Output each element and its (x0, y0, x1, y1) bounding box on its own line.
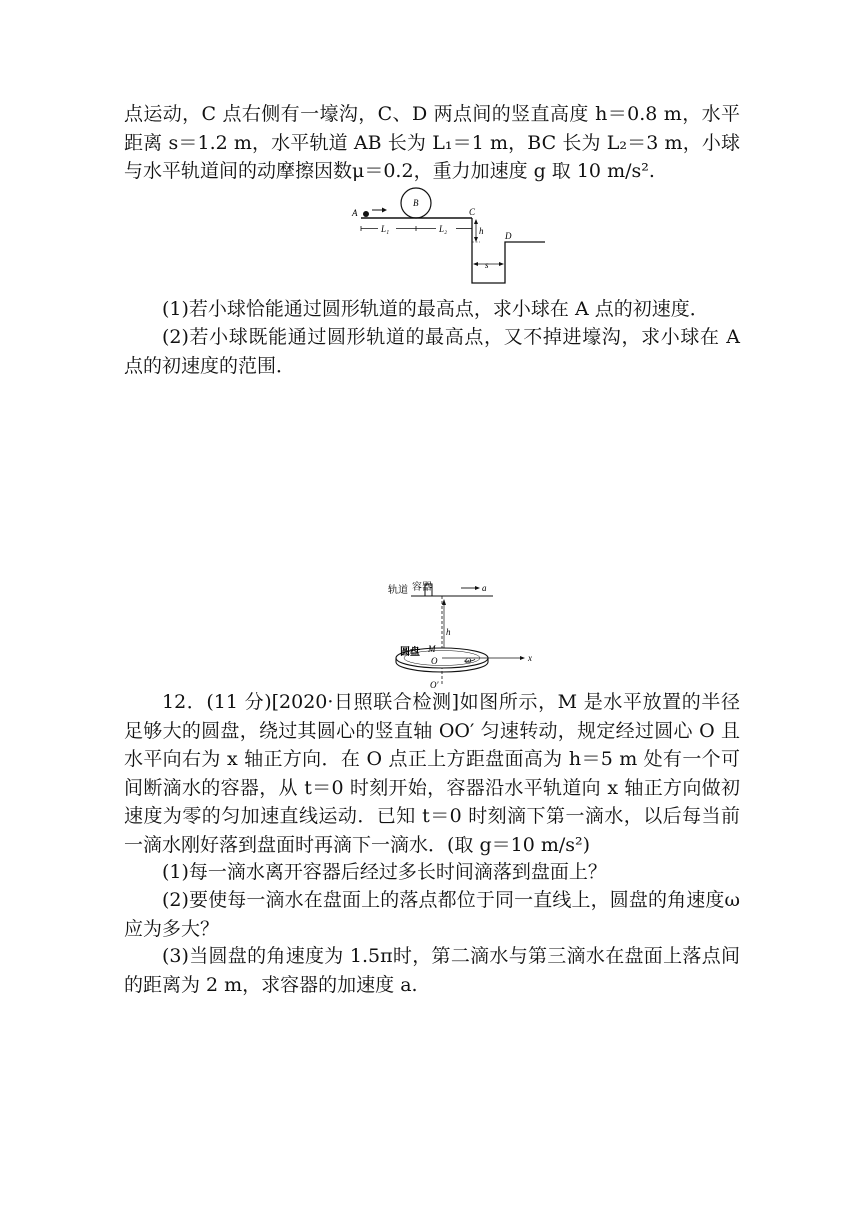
problem11-question-1: (1)若小球恰能通过圆形轨道的最高点，求小球在 A 点的初速度． (162, 298, 709, 320)
label-o-prime: O′ (430, 680, 439, 690)
label-s: s (485, 260, 489, 270)
ball-a (363, 211, 369, 217)
label-l2: L₂ (439, 224, 448, 234)
problem11-intro-text: 点运动，C 点右侧有一壕沟，C、D 两点间的竖直高度 h＝0.8 m，水平距离 s＝1.2 m，水平轨道 AB 长为 L₁＝1 m，BC 长为 L₂＝3 m，小球与水平轨道间的动摩擦因数μ＝0.2，重力加速度 g 取 10 m/s². (124, 103, 740, 182)
track-ditch-diagram (350, 185, 550, 290)
problem12-question-3: (3)当圆盘的角速度为 1.5π时，第二滴水与第三滴水在盘面上落点间的距离为 2 m，求容器的加速度 a. (124, 945, 740, 996)
problem12-question-2: (2)要使每一滴水在盘面上的落点都位于同一直线上，圆盘的角速度ω应为多大？ (124, 889, 740, 940)
problem12-figure (385, 578, 535, 690)
label-d: D (505, 231, 512, 241)
label-l1: L₁ (381, 224, 390, 234)
label-h: h (479, 226, 484, 236)
rotating-disk-diagram (385, 578, 535, 690)
label-c: C (469, 207, 476, 217)
label-b: B (413, 198, 419, 208)
label-o: O (431, 656, 438, 666)
label-container: 容器 (412, 582, 432, 593)
label-a: A (352, 208, 358, 218)
label-a: a (482, 583, 487, 593)
label-m: M (428, 644, 436, 654)
label-disk: 圆盘 (400, 647, 420, 658)
problem11-figure (350, 185, 550, 290)
problem11-question-2: (2)若小球既能通过圆形轨道的最高点，又不掉进壕沟，求小球在 A 点的初速度的范围． (124, 326, 740, 377)
label-x: x (528, 653, 532, 663)
label-h: h (446, 627, 451, 637)
label-omega: ω (465, 655, 472, 665)
problem12-stem: 12．(11 分)[2020·日照联合检测]如图所示，M 是水平放置的半径足够大的圆盘，绕过其圆心的竖直轴 OO′ 匀速转动，规定经过圆心 O 且水平向右为 x 轴正方向．在 O 点正上方距盘面高为 h＝5 m 处有一个可间断滴水的容器，从 t＝0 时刻开始，容器沿水平轨道向 x 轴正方向做初速度为零的匀加速直线运动．已知 t＝0 时刻滴下第一滴水，以后每当前一滴水刚好落到盘面时再滴下一滴水．(取 g＝10 m/s²) (124, 691, 740, 856)
problem12-question-1: (1)每一滴水离开容器后经过多长时间滴落到盘面上？ (162, 861, 607, 883)
label-track: 轨道 (388, 585, 408, 596)
